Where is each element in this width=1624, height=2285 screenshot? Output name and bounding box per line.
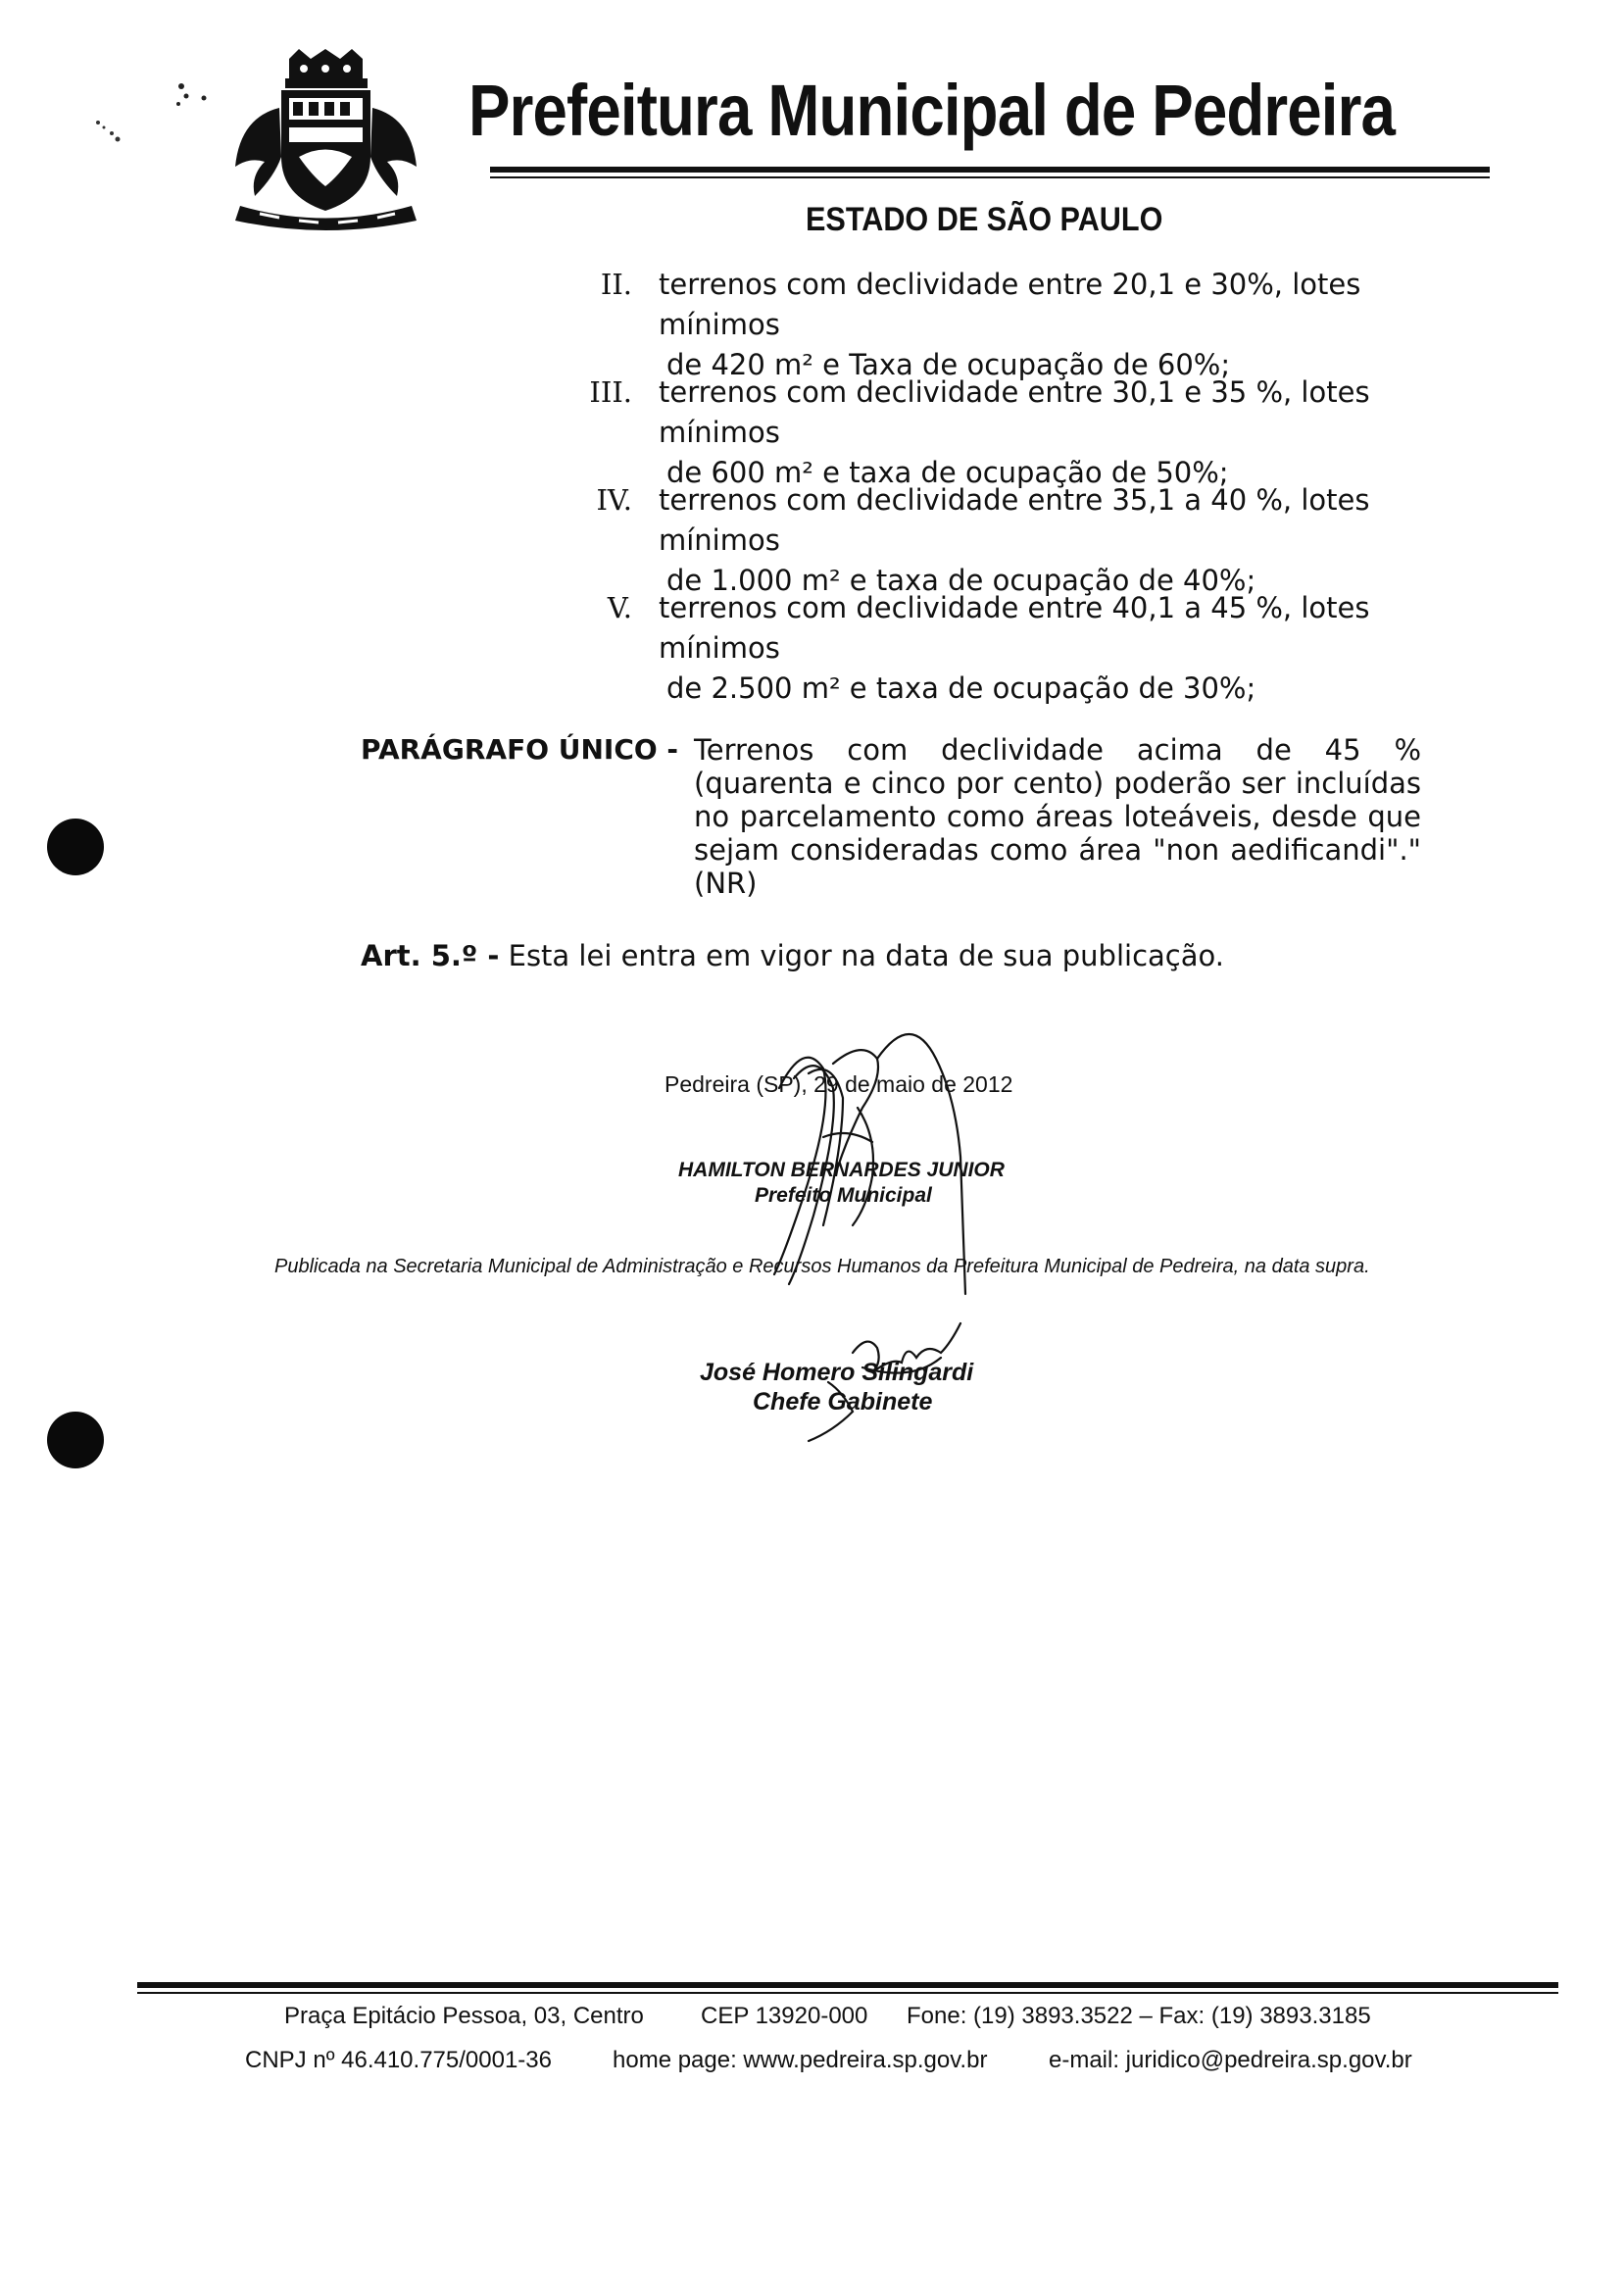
item-text-line1: terrenos com declividade entre 20,1 e 30%, lotes mínimos — [659, 268, 1361, 341]
article-label: Art. 5.º - — [361, 939, 500, 972]
item-text-line1: terrenos com declividade entre 35,1 a 40 %, lotes mínimos — [659, 483, 1370, 557]
article-text: Esta lei entra em vigor na data de sua publicação. — [508, 939, 1224, 972]
item-numeral: III. — [589, 375, 632, 409]
chief-role: Chefe Gabinete — [753, 1388, 933, 1416]
item-text-line2: de 1.000 m² e taxa de ocupação de 40%; — [666, 564, 1256, 597]
paragraph-text: Terrenos com declividade acima de 45 % (quarenta e cinco por cento) poderão ser incluídas no parcelamento como áreas loteáveis, desde que sejam consideradas como área "non aedificandi"."(NR) — [694, 733, 1421, 900]
footer-cep: CEP 13920-000 — [701, 2003, 868, 2029]
item-text-line2: de 2.500 m² e taxa de ocupação de 30%; — [666, 671, 1256, 705]
place-date: Pedreira (SP), 29 de maio de 2012 — [664, 1071, 1013, 1097]
item-text-line1: terrenos com declividade entre 40,1 a 45 %, lotes mínimos — [659, 591, 1370, 665]
header-rule — [490, 167, 1490, 173]
page-title: Prefeitura Municipal de Pedreira — [468, 70, 1396, 151]
publication-note: Publicada na Secretaria Municipal de Administração e Recursos Humanos da Prefeitura Municipal de Pedreira, na data supra. — [274, 1256, 1370, 1277]
state-subtitle: ESTADO DE SÃO PAULO — [806, 201, 1163, 238]
footer-rule-thin — [137, 1992, 1558, 1994]
item-numeral: V. — [607, 591, 632, 624]
article-5 — [361, 939, 1224, 972]
mayor-role: Prefeito Municipal — [755, 1184, 932, 1207]
item-text-line2: de 420 m² e Taxa de ocupação de 60%; — [666, 348, 1231, 381]
item-numeral: II. — [600, 268, 632, 301]
handwritten-signature-icon — [686, 1019, 1058, 1451]
footer-homepage: home page: www.pedreira.sp.gov.br — [613, 2047, 988, 2073]
coat-of-arms-icon — [221, 49, 431, 235]
scan-specks — [88, 78, 225, 157]
chief-name: José Homero Silingardi — [700, 1359, 974, 1386]
item-text-line1: terrenos com declividade entre 30,1 e 35 %, lotes mínimos — [659, 375, 1370, 449]
item-numeral: IV. — [596, 483, 632, 517]
footer-address: Praça Epitácio Pessoa, 03, Centro — [284, 2003, 644, 2029]
paragraph-label: PARÁGRAFO ÚNICO - — [361, 733, 679, 766]
item-text-line2: de 600 m² e taxa de ocupação de 50%; — [666, 456, 1229, 489]
footer-cnpj: CNPJ nº 46.410.775/0001-36 — [245, 2047, 552, 2073]
mayor-name: HAMILTON BERNARDES JUNIOR — [678, 1159, 1005, 1181]
header-rule-thin — [490, 176, 1490, 178]
punch-hole — [47, 1412, 104, 1468]
footer-rule — [137, 1982, 1558, 1988]
punch-hole — [47, 819, 104, 875]
footer-phones: Fone: (19) 3893.3522 – Fax: (19) 3893.3185 — [907, 2003, 1371, 2029]
footer-email: e-mail: juridico@pedreira.sp.gov.br — [1049, 2047, 1412, 2073]
